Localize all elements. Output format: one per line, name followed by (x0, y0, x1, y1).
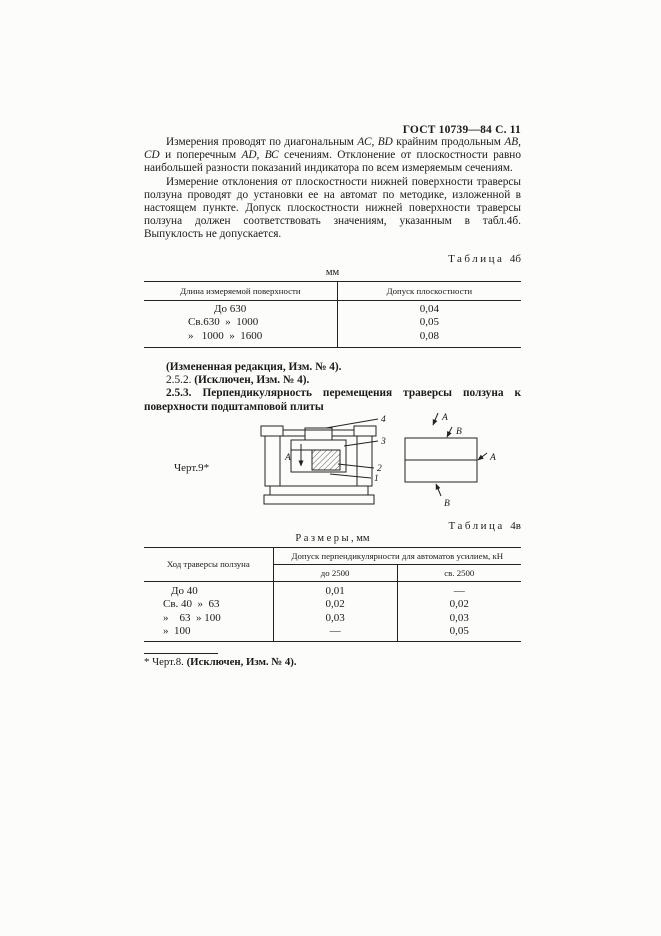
footnote-rule (144, 653, 218, 654)
page-content (144, 124, 521, 668)
p1-text: крайним продольным (392, 136, 505, 148)
side-section-b-top-label: B (456, 426, 462, 437)
table-4v-sizes-label (144, 533, 521, 544)
table-row (144, 581, 521, 598)
t2-row-value-1: 0,03 (325, 611, 345, 624)
t1-col2-header: Допуск плоскостности (337, 281, 521, 300)
t1-row-value: 0,08 (337, 330, 521, 347)
press-drawing (242, 410, 510, 514)
t2-row-value-1: — (329, 625, 341, 638)
section-2-5-2 (144, 374, 521, 387)
t2-col1-header: Ход траверсы ползуна (144, 547, 273, 581)
table-row (144, 316, 521, 330)
side-section-a-top-label: A (442, 412, 448, 423)
table-row (144, 330, 521, 347)
amendment-note: (Измененная редакция, Изм. № 4). (166, 361, 342, 374)
t2-sub1-header: до 2500 (273, 564, 397, 581)
t1-row-value: 0,04 (337, 300, 521, 316)
footnote-excluded-note: (Исключен, Изм. № 4). (186, 656, 297, 669)
t2-sub2-header: св. 2500 (397, 564, 521, 581)
t2-row-value-2: — (397, 581, 521, 598)
t2-row-value-2: 0,02 (397, 598, 521, 611)
figure-9-label: Черт.9* (174, 461, 210, 474)
table-4b-caption (144, 253, 521, 265)
section-title: Перпендикулярность перемещения траверсы ползуна к поверхности подштамповой плиты (144, 387, 521, 413)
sizes-unit: , мм (351, 532, 370, 544)
t2-row-value-1: 0,02 (325, 598, 345, 611)
t2-row-range: » 63 » 100 (144, 612, 273, 625)
t2-row-range: » 100 (144, 625, 273, 642)
table-4v-caption (144, 520, 521, 532)
callout-2-label: 2 (377, 463, 382, 474)
p1-section-letters: АС, ВD (357, 136, 393, 148)
paragraph-measurement-sections (144, 136, 521, 176)
t1-col1-header: Длина измеряемой поверхности (144, 281, 337, 300)
t2-row-value-2: 0,03 (397, 612, 521, 625)
t1-row-range: До 630 (214, 302, 247, 315)
section-excluded-note: (Исключен, Изм. № 4). (194, 374, 310, 387)
side-section-a-right-label: A (490, 452, 496, 463)
page-header-gost: ГОСТ 10739—84 С. 11 (402, 124, 521, 136)
table-caption-number: 4б (509, 252, 521, 265)
flatness-tolerance-table (144, 281, 521, 348)
p1-section-letters: АВ, СD (144, 136, 521, 162)
table-4b-unit-label: мм (325, 266, 340, 278)
t2-span-header: Допуск перпендикулярности для автоматов усилием, кН (273, 547, 521, 564)
t2-row-value-2: 0,05 (397, 625, 521, 642)
plate-side-view (405, 413, 487, 496)
t2-row-range: До 40 (144, 581, 273, 598)
section-number: 2.5.2. (166, 374, 195, 387)
figure-9 (144, 410, 521, 514)
footnote (144, 656, 521, 668)
side-section-b-bottom-label: B (444, 498, 450, 509)
table-row (144, 598, 521, 611)
p1-text: и поперечным (159, 149, 242, 162)
callout-4-label: 4 (381, 414, 386, 425)
footnote-marker: * Черт.8. (144, 656, 187, 669)
callout-1-label: 1 (374, 473, 379, 484)
t1-row-value: 0,05 (337, 316, 521, 330)
p1-text: Измерения проводят по диагональным (166, 136, 358, 148)
table-caption-word: Таблица (448, 252, 505, 265)
callout-3-label: 3 (381, 436, 386, 447)
press-frame-front-view (261, 419, 378, 504)
p1-section-letters: АD, ВС (241, 149, 279, 162)
t1-row-range: » 1000 » 1600 (188, 330, 263, 343)
section-number: 2.5.3. (166, 387, 203, 400)
front-section-a-label: A (285, 452, 291, 463)
table-row (144, 612, 521, 625)
table-caption-word: Таблица (448, 519, 505, 532)
t2-row-range: Св. 40 » 63 (144, 598, 273, 611)
table-caption-number: 4в (510, 519, 521, 532)
perpendicularity-tolerance-table (144, 547, 521, 643)
sizes-word: Размеры (295, 532, 352, 544)
table-row (144, 300, 521, 316)
table-row (144, 625, 521, 642)
paragraph-flatness-measurement: Измерение отклонения от плоскостности нижней поверхности траверсы ползуна проводят до установки ее на автомат по методике, изложенной в настоящем пункте. Допуск плоскостности нижней поверхности траверсы ползуна должен соответствовать значениям, указанным в табл.4б. Выпуклость не допускается. (144, 175, 521, 241)
t2-row-value-1: 0,01 (325, 584, 345, 597)
t1-row-range: Св.630 » 1000 (188, 316, 259, 329)
p1-text: сечениям. Отклонение от плоскостности равно наибольшей разности показаний индикатора по всем измеряемым сечениям. (144, 149, 521, 175)
